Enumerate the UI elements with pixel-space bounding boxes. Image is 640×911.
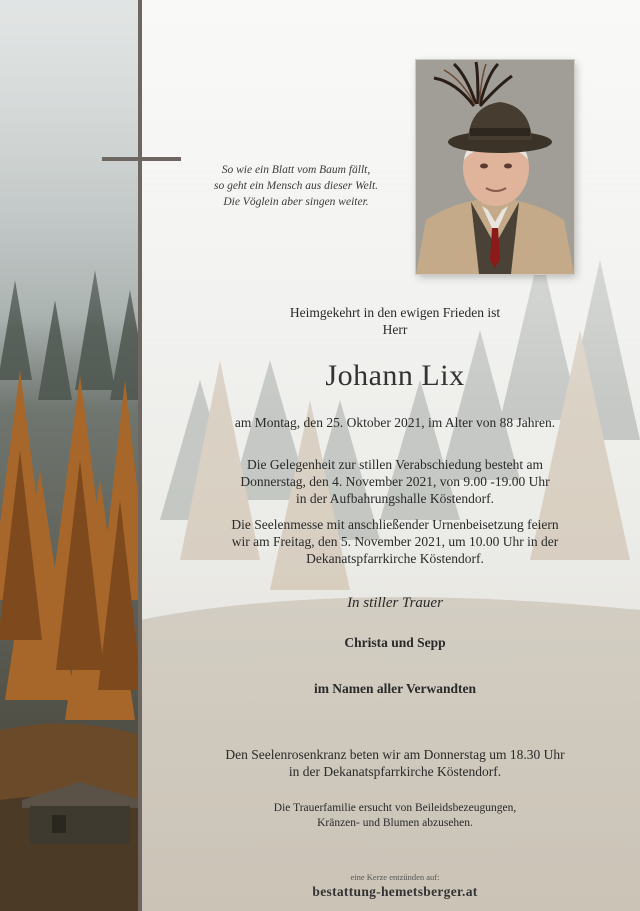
request-line: Die Trauerfamilie ersucht von Beileidsbezeugungen, (273, 802, 517, 814)
farewell-paragraph (200, 456, 590, 507)
intro-block (200, 304, 590, 338)
candle-caption: eine Kerze entzünden auf: (350, 872, 440, 882)
rosary-line: in der Dekanatspfarrkirche Köstendorf. (288, 764, 502, 779)
farewell-line: Die Gelegenheit zur stillen Verabschiedung besteht am (247, 457, 543, 472)
quote-line: so geht ein Mensch aus dieser Welt. (213, 180, 379, 192)
mourner-names: Christa und Sepp (344, 635, 446, 650)
cross-horizontal-bar (102, 157, 181, 161)
intro-text: Heimgekehrt in den ewigen Frieden ist (289, 305, 501, 320)
salutation: Herr (382, 322, 408, 337)
farewell-line: Donnerstag, den 4. November 2021, von 9.00 -19.00 Uhr (240, 474, 550, 489)
rosary-line: Den Seelenrosenkranz beten wir am Donnerstag um 18.30 Uhr (225, 747, 565, 762)
mass-line: Die Seelenmesse mit anschließender Urnenbeisetzung feiern (231, 517, 559, 532)
deceased-name: Johann Lix (325, 359, 465, 392)
death-notice: am Montag, den 25. Oktober 2021, im Alter von 88 Jahren. (234, 415, 556, 430)
mourning-phrase: In stiller Trauer (347, 595, 443, 611)
quote-line: Die Vöglein aber singen weiter. (223, 196, 369, 208)
website-link[interactable]: bestattung-hemetsberger.at (312, 884, 478, 899)
request-line: Kränzen- und Blumen abzusehen. (317, 817, 473, 829)
mass-line: wir am Freitag, den 5. November 2021, um 10.00 Uhr in der (231, 534, 559, 549)
mass-line: Dekanatspfarrkirche Köstendorf. (306, 551, 484, 566)
relatives-line: im Namen aller Verwandten (313, 681, 477, 696)
deceased-portrait (416, 60, 574, 274)
memorial-quote (196, 162, 396, 210)
cross-vertical-bar (138, 0, 142, 911)
quote-line: So wie ein Blatt vom Baum fällt, (221, 164, 371, 176)
rosary-paragraph (200, 746, 590, 780)
request-paragraph (200, 801, 590, 831)
forest-photo-strip (0, 0, 140, 911)
farewell-line: in der Aufbahrungshalle Köstendorf. (296, 491, 494, 506)
mass-paragraph (200, 516, 590, 567)
